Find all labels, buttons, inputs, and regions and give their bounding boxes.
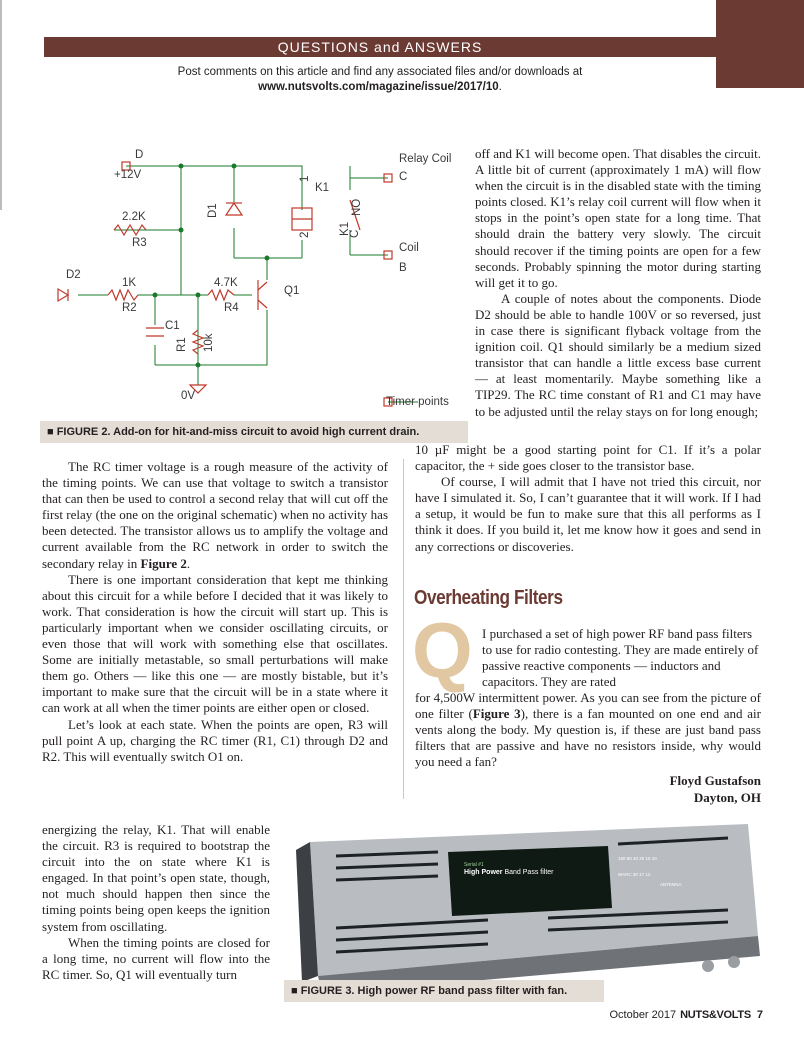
signature-name: Floyd Gustafson bbox=[669, 773, 761, 788]
label-relay-coil: Relay Coil bbox=[399, 153, 452, 165]
label-r1: R1 bbox=[176, 337, 188, 352]
left-article-column bbox=[42, 459, 388, 765]
figure3-reference: Figure 3 bbox=[472, 706, 521, 722]
label-r2: R2 bbox=[122, 302, 137, 314]
column-divider bbox=[403, 459, 404, 799]
label-r4-value: 4.7K bbox=[214, 277, 238, 289]
caption-square-icon: ■ bbox=[47, 426, 57, 438]
label-b: B bbox=[399, 262, 407, 274]
answer-column-continued bbox=[415, 442, 761, 555]
article-paragraph bbox=[42, 459, 388, 572]
label-no: NO bbox=[351, 198, 363, 216]
question-text-top bbox=[482, 626, 761, 690]
question-dropcap: Q bbox=[412, 606, 473, 694]
signature-city: Dayton, OH bbox=[693, 790, 761, 805]
label-r4: R4 bbox=[224, 302, 239, 314]
panel-bands: 160 80 40 20 15 10 bbox=[618, 856, 657, 861]
label-pin1: 1 bbox=[299, 175, 311, 182]
panel-antenna: ANTENNA bbox=[660, 882, 682, 887]
label-12v: +12V bbox=[114, 169, 142, 181]
label-r1-value: 10k bbox=[203, 333, 215, 352]
label-pin2: 2 bbox=[299, 231, 311, 238]
answer-paragraph: Of course, I will admit that I have not tried this circuit, nor have I simulated it. So, I can’t guarantee that it will work. If I had a setup, it would be fun to make sure that this all performs as I think it does. If you build it, let me know how it goes and send in any corrections or discoveries. bbox=[415, 474, 761, 554]
label-r3: R3 bbox=[132, 237, 147, 249]
footer-date: October 2017 bbox=[609, 1009, 677, 1021]
label-coil: Coil bbox=[399, 242, 419, 254]
article-paragraph: Let’s look at each state. When the points are open, R3 will pull point A up, charging the RC timer (R1, C1) through D2 and R2. This will eventually switch O1 on. bbox=[42, 716, 388, 764]
question-text-rest bbox=[415, 690, 761, 770]
label-d: D bbox=[135, 149, 144, 161]
article-paragraph: energizing the relay, K1. That will enable the circuit. R3 is required to bootstrap the circuit into the on state where K1 is engaged. In that point’s open state, though, not much should happen then since the timing points being open keeps the ignition system from oscillating. bbox=[42, 822, 270, 934]
figure3-caption bbox=[284, 980, 604, 1002]
page-number: 7 bbox=[756, 1009, 763, 1021]
panel-serial: Serial #1 bbox=[464, 862, 484, 868]
label-c1: C1 bbox=[165, 320, 180, 332]
paragraph-text: ), there is a fan mounted on one end and air vents along the body. My question is, if these are just band pass filters that are passive and have no resistors inside, why would you need a fan? bbox=[415, 706, 761, 770]
answer-paragraph: 10 µF might be a good starting point for C1. If it’s a polar capacitor, the + side goes closer to the transistor base. bbox=[415, 442, 761, 474]
question-headline: Overheating Filters bbox=[414, 587, 563, 609]
label-q1: Q1 bbox=[284, 285, 300, 297]
label-r2-value: 1K bbox=[122, 277, 137, 289]
figure2-reference: Figure 2 bbox=[140, 555, 187, 571]
paragraph-period: . bbox=[186, 555, 191, 571]
panel-title-bold: High Power bbox=[464, 869, 503, 876]
paragraph-text: for 4,500W intermittent power. As you can see from the picture of one filter ( bbox=[415, 690, 761, 722]
label-c: C bbox=[399, 171, 408, 183]
label-0v: 0V bbox=[181, 390, 196, 402]
label-c-contact: C bbox=[349, 229, 361, 238]
paragraph-text: The RC timer voltage is a rough measure of the activity of the timing points. We can use that voltage to switch a transistor that can then be used to control a second relay that will cut off the first relay (the one on the original schematic) when no activity has been detected. The transistor allows us to amplify the voltage and current available from the RC network in order to switch the secondary relay in bbox=[42, 459, 388, 571]
question-paragraph bbox=[415, 690, 761, 770]
notice-period: . bbox=[498, 81, 502, 93]
page-footer bbox=[560, 1007, 763, 1023]
corner-tab bbox=[716, 0, 804, 88]
label-d1: D1 bbox=[207, 203, 219, 218]
answer-column-top bbox=[475, 146, 761, 420]
notice-url-link[interactable]: www.nutsvolts.com/magazine/issue/2017/10 bbox=[258, 81, 499, 93]
answer-paragraph: A couple of notes about the components. Diode D2 should be able to handle 100V or so reversed, just in case there is significant flyback voltage from the ignition coil. Q1 should similarly be a medium sized transistor that can handle a little excess base current — at least momentarily. Maybe something like a TIP29. The RC time constant of R1 and C1 may have to be adjusted until the relay stays on for long enough; bbox=[475, 290, 761, 419]
label-k1-contact: K1 bbox=[339, 221, 351, 236]
panel-title-rest: Band Pass filter bbox=[502, 869, 554, 876]
figure2-schematic bbox=[38, 140, 474, 420]
figure2-caption-text: FIGURE 2. Add-on for hit-and-miss circuit to avoid high current drain. bbox=[56, 426, 420, 438]
label-d2: D2 bbox=[66, 269, 81, 281]
left-narrow-column bbox=[42, 822, 270, 983]
notice-line: Post comments on this article and find any associated files and/or downloads at bbox=[177, 66, 583, 78]
label-timer-points: Timer points bbox=[386, 396, 449, 408]
caption-square-icon: ■ bbox=[291, 985, 301, 997]
page-edge-rule bbox=[0, 0, 2, 210]
figure2-caption bbox=[40, 421, 468, 443]
article-paragraph: There is one important consideration that kept me thinking about this circuit for a while before I decided that it was likely to work. That consideration is how the circuit will start up. This is particularly important when we consider oscillating circuits, or even those that will work with something else that oscillates. Some are initially metastable, so small perturbations will make them go. Others — like this one — are mostly bistable, but it’s important to make sure that the circuit will be in a state where it can work at all when the timer points are either open or closed. bbox=[42, 571, 388, 716]
figure3-photo bbox=[288, 816, 764, 1006]
figure3-caption-text: FIGURE 3. High power RF band pass filter with fan. bbox=[300, 985, 568, 997]
panel-warc: WARC 30 17 12 bbox=[618, 872, 651, 877]
label-k1: K1 bbox=[315, 182, 330, 194]
answer-paragraph: off and K1 will become open. That disables the circuit. A little bit of current (approximately 1 mA) will flow when the circuit is in the disabled state with the timing points closed. K1’s relay coil current will flow when it stops in the point’s open state for a long time. That should drain the battery very slowly. The circuit should recover if the timing points are open for a few seconds. Probably spinning the motor during starting will get it to go. bbox=[475, 146, 761, 290]
panel-title bbox=[464, 869, 554, 876]
section-title-bar: QUESTIONS and ANSWERS bbox=[44, 37, 716, 57]
article-paragraph: When the timing points are closed for a long time, no current will flow into the RC timer. So, Q1 will eventually turn bbox=[42, 934, 270, 982]
post-comments-notice bbox=[44, 65, 716, 95]
label-r3-value: 2.2K bbox=[122, 211, 146, 223]
footer-brand: NUTS&VOLTS bbox=[680, 1009, 751, 1021]
question-paragraph: I purchased a set of high power RF band pass filters to use for radio contesting. They are made entirely of passive reactive components — inductors and capacitors. They are rated bbox=[482, 626, 759, 690]
